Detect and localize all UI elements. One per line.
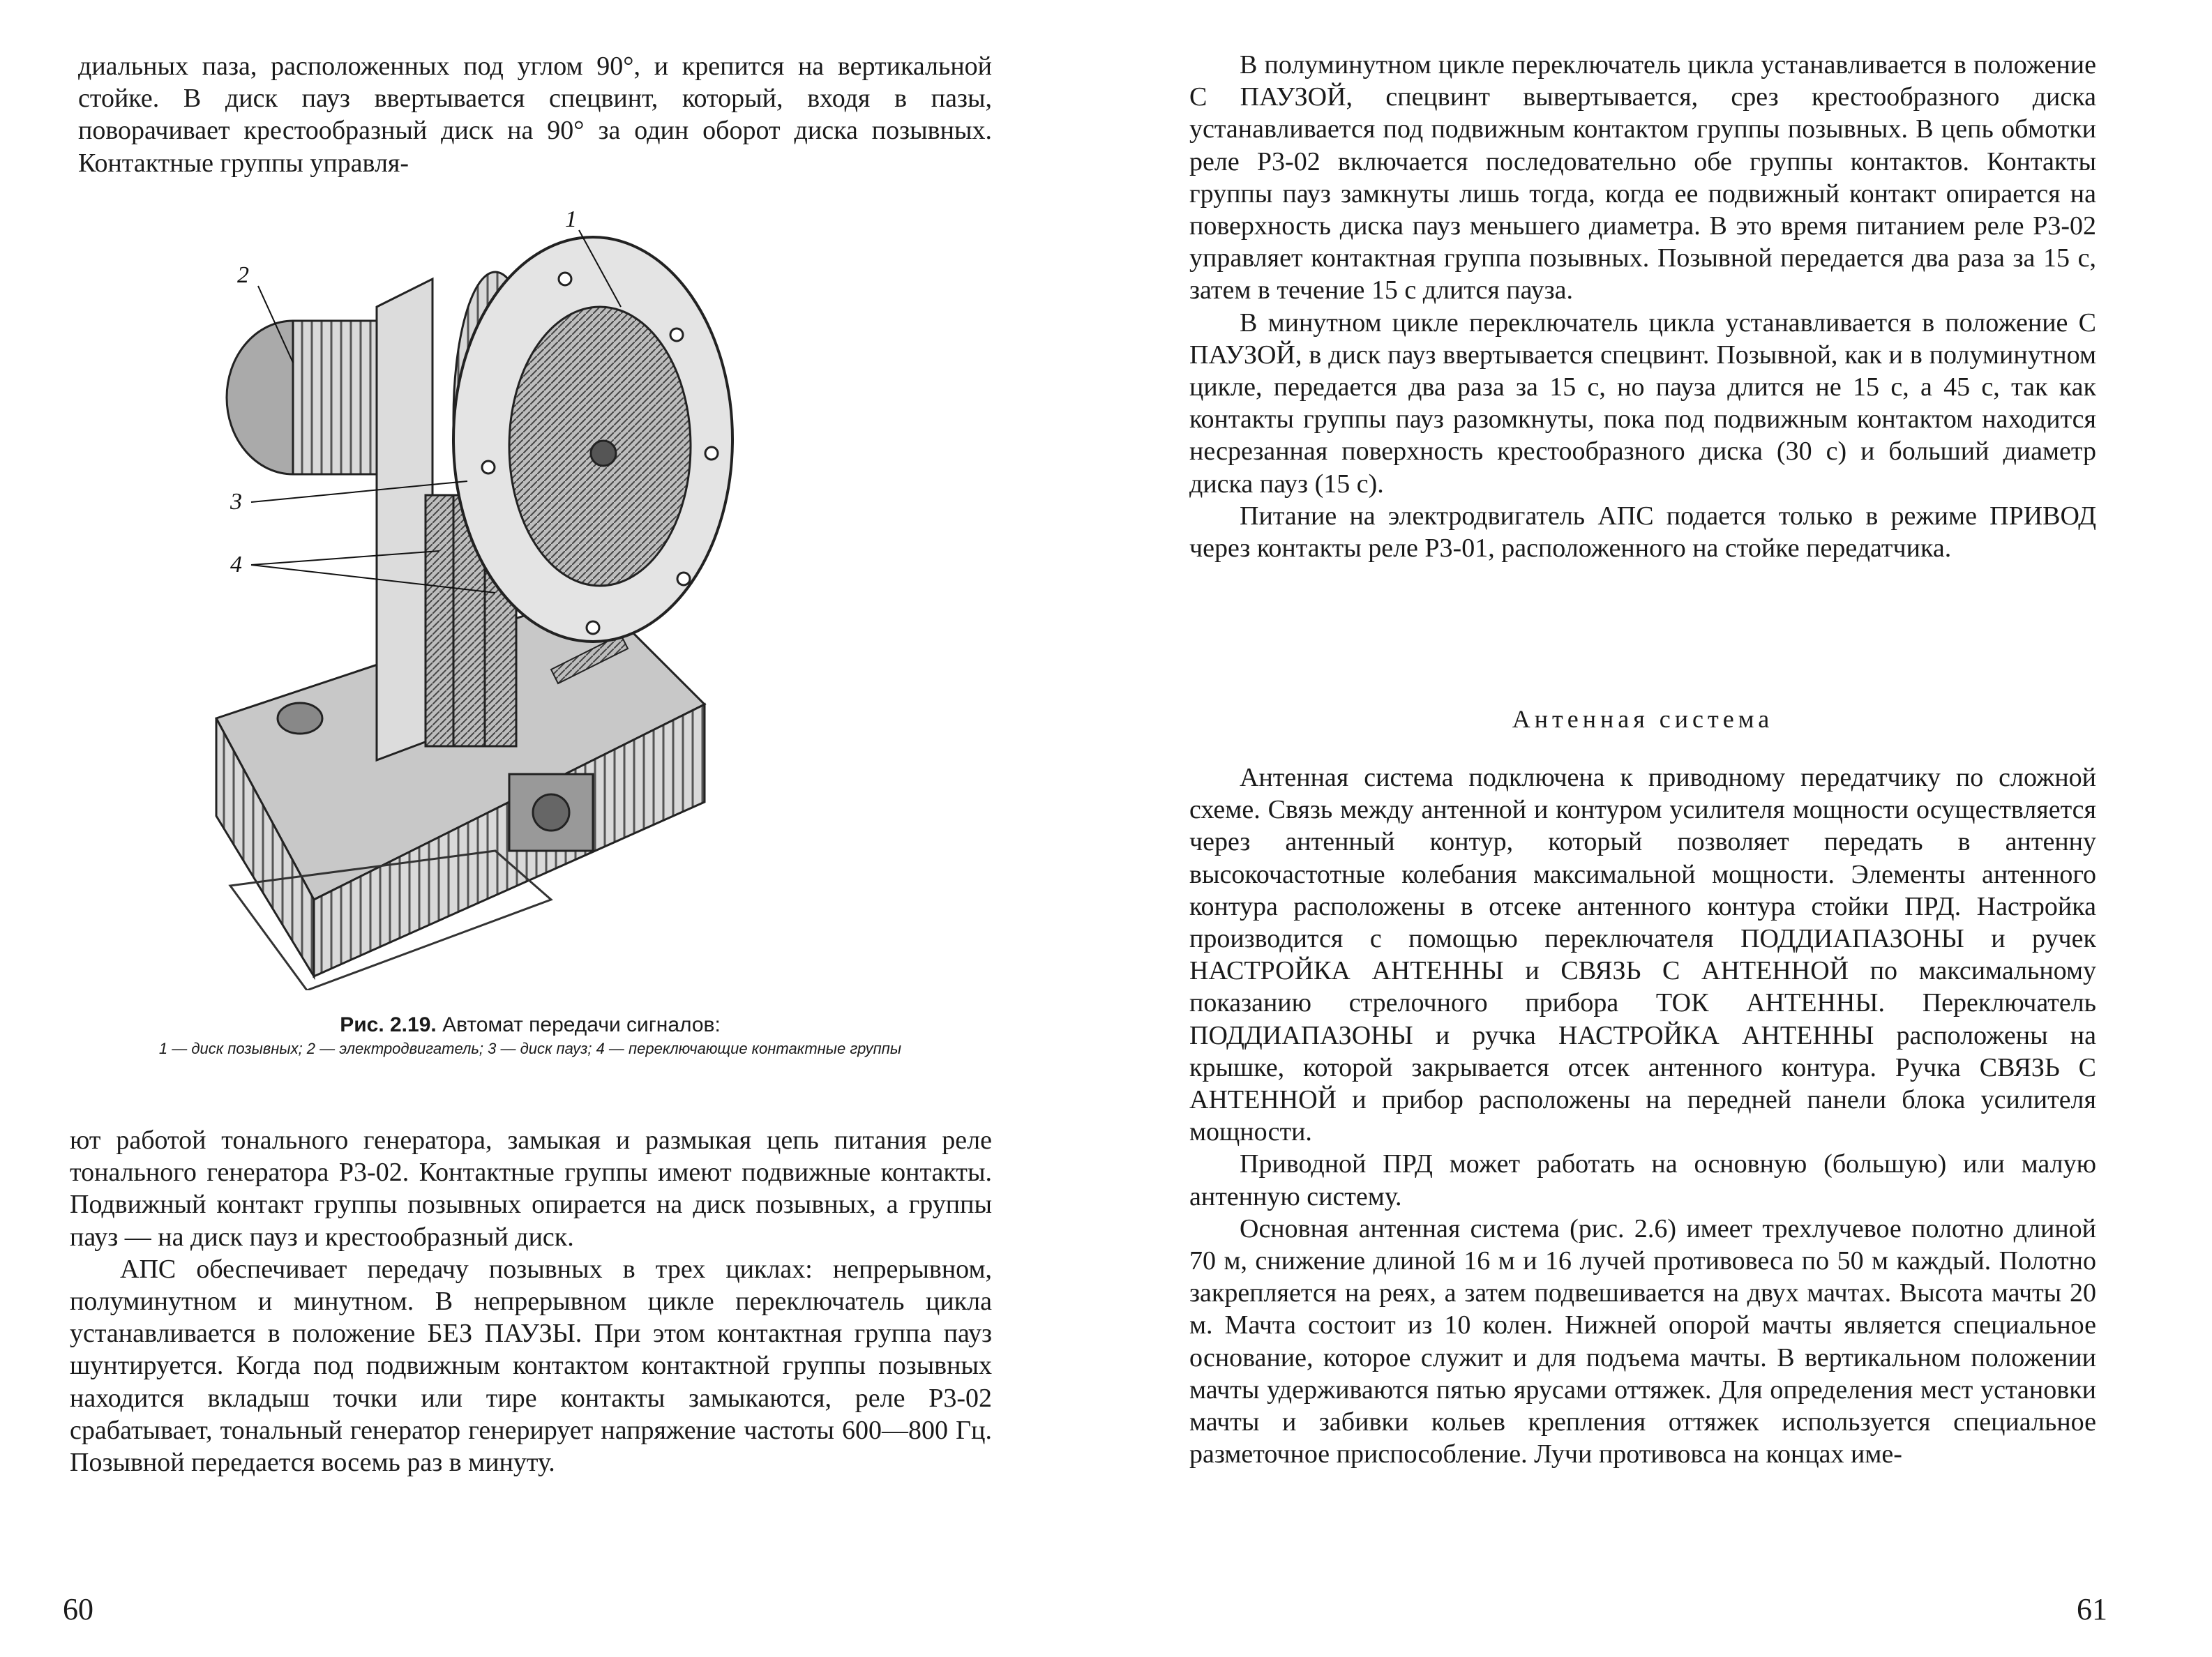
left-top-text [78, 50, 992, 179]
paragraph: В минутном цикле переключатель цикла устанавливается в положение С ПАУЗОЙ, в диск пауз ввертывается спецвинт. Позывной, как и в полуминутном цикле, передается два раза за 15 с, но пауза длится не 15 с, а 45 с, так как контакты группы пауз разомкнуты, пока под подвижным контактом находится несрезанная поверхность крестообразного диска (30 с) и больший диаметр диска пауз (15 с). [1189, 308, 2096, 499]
caption-text: Автомат передачи сигналов: [442, 1013, 721, 1036]
caption-number: Рис. 2.19. [340, 1013, 437, 1036]
paragraph: АПС обеспечивает передачу позывных в трех циклах: непрерывном, полуминутном и минутном. В непрерывном цикле переключатель цикла устанавливается в положение БЕЗ ПАУЗЫ. При этом контактная группа пауз шунтируется. Когда под подвижным контактом контактной группы позывных находится вкладыш точки или тире контакты замыкаются, реле Р3-02 срабатывает, тональный генератор генерирует напряжение частоты 600—800 Гц. Позывной передается восемь раз в минуту. [70, 1254, 992, 1478]
paragraph: диальных паза, расположенных под углом 90°, и крепится на вертикальной стойке. В диск пауз ввертывается спецвинт, который, входя в пазы, поворачивает крестообразный диск на 90° за один оборот диска позывных. Контактные группы управля- [78, 52, 992, 178]
page-number: 60 [63, 1592, 93, 1626]
paragraph: Приводной ПРД может работать на основную (большую) или малую антенную систему. [1189, 1149, 2096, 1211]
figure-label-2: 2 [237, 262, 249, 288]
figure-label-4: 4 [230, 552, 242, 577]
section-heading: Антенная система [1512, 705, 1774, 733]
figure-caption [153, 1011, 907, 1059]
paragraph: ют работой тонального генератора, замыкая и размыкая цепь питания реле тонального генератора Р3-02. Контактные группы имеют подвижные контакты. Подвижный контакт группы позывных опирается на диск позывных, а группы пауз — на диск пауз и крестообразный диск. [70, 1126, 992, 1252]
aps-device-illustration [202, 202, 760, 990]
paragraph: Питание на электродвигатель АПС подается только в режиме ПРИВОД через контакты реле Р3-01, расположенного на стойке передатчика. [1189, 501, 2096, 563]
base-knob [278, 703, 322, 734]
right-bottom-text [1189, 762, 2096, 1470]
paragraph: В полуминутном цикле переключатель цикла устанавливается в положение С ПАУЗОЙ, спецвинт вывертывается, срез крестообразного диска устанавливается под подвижным контактом группы позывных. В цепь обмотки реле Р3-02 включается последовательно обе группы контактов. Контакты группы пауз замкнуты лишь тогда, когда ее подвижный контакт опирается на поверхность диска пауз меньшего диаметра. В это время питанием реле Р3-02 управляет контактная группа позывных. Позывной передается два раза за 15 с, затем в течение 15 с длится пауза. [1189, 50, 2096, 305]
caption-legend: 1 — диск позывных; 2 — электродвигатель; 3 — диск пауз; 4 — переключающие контактные группы [158, 1040, 902, 1057]
caption-title [153, 1011, 907, 1039]
right-top-text [1189, 49, 2096, 564]
figure-2-19 [202, 202, 760, 990]
left-bottom-text [70, 1124, 992, 1478]
right-page [1106, 0, 2212, 1657]
vertical-stand [377, 279, 432, 760]
paragraph: Антенная система подключена к приводному передатчику по сложной схеме. Связь между антенной и контуром усилителя мощности осуществляется через антенный контур, который позволяет передать в антенну высокочастотные колебания максимальной мощности. Элементы антенного контура расположены в отсеке антенного контура стойки ПРД. Настройка производится с помощью переключателя ПОДДИАПАЗОНЫ и ручек НАСТРОЙКА АНТЕННЫ и СВЯЗЬ С АНТЕННОЙ по максимальному показанию стрелочного прибора ТОК АНТЕННЫ. Переключатель ПОДДИАПАЗОНЫ и ручка НАСТРОЙКА АНТЕННЫ расположены на крышке, которой закрывается отсек антенного контура. Ручка СВЯЗЬ С АНТЕННОЙ и прибор расположены на передней панели блока усилителя мощности. [1189, 763, 2096, 1147]
page-number: 61 [2077, 1592, 2107, 1626]
paragraph: Основная антенная система (рис. 2.6) имеет трехлучевое полотно длиной 70 м, снижение длиной 16 м и 16 лучей противовеса по 50 м каждый. Полотно закрепляется на реях, а затем подвешивается на двух мачтах. Высота мачты 20 м. Мачта состоит из 10 колен. Нижней опорой мачты является специальное основание, которое служит и для подъема мачты. В вертикальном положении мачты удерживаются пятью ярусами оттяжек. Для определения мест установки мачты и забивки кольев крепления оттяжек используется специальное разметочное приспособление. Лучи противовса на концах име- [1189, 1213, 2096, 1469]
figure-label-1: 1 [565, 206, 577, 232]
disc-hub [591, 441, 616, 466]
front-knob [533, 794, 569, 831]
figure-label-3: 3 [230, 489, 242, 515]
